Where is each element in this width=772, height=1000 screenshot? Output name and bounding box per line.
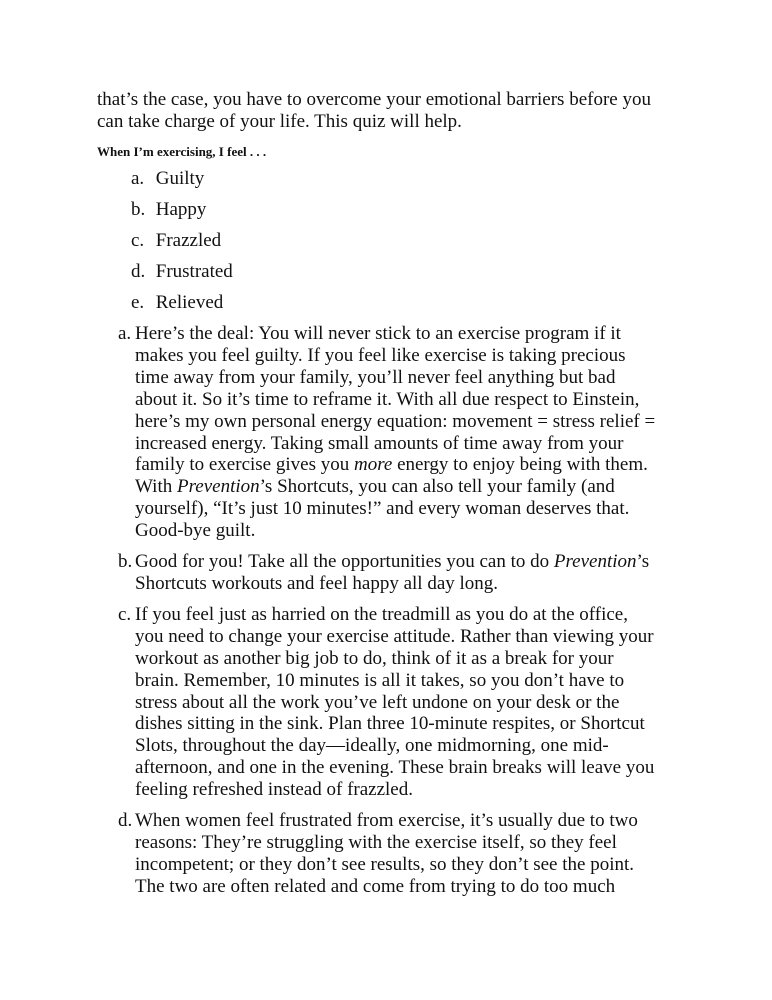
option-letter: b. [131, 199, 146, 220]
answer-c [118, 604, 658, 801]
answer-list [118, 323, 658, 907]
answer-text-part: Here’s the deal: You will never stick to an exercise program if it makes you feel guilty. If you feel like exercise is taking precious time away from your family, you’ll never feel anything but bad about it. So it’s time to reframe it. With all due respect to Einstein, here’s my own personal energy equation: movement = stress relief = increased energy. Taking small amounts of time away from your family to exercise gives you [135, 323, 656, 476]
answer-text-part: Good for you! Take all the opportunities you can to do [135, 551, 554, 573]
answer-text-part: ’s Shortcuts workouts and feel happy all day long. [135, 551, 650, 594]
quiz-question: When I’m exercising, I feel . . . [97, 144, 267, 159]
answer-letter: b. [118, 551, 133, 573]
option-item [131, 261, 233, 292]
answer-text: When women feel frustrated from exercise, it’s usually due to two reasons: They’re struggling with the exercise itself, so they feel incompetent; or they don’t see results, so they don’t see the point. The two are often related and come from trying to do too much [135, 810, 638, 897]
option-list [131, 168, 233, 323]
option-item [131, 168, 233, 199]
answer-text: If you feel just as harried on the treadmill as you do at the office, you need to change your exercise attitude. Rather than viewing your workout as another big job to do, think of it as a break for your brain. Remember, 10 minutes is all it takes, so you don’t have to stress about all the work you’ve left undone on your desk or the dishes sitting in the sink. Plan three 10-minute respites, or Shortcut Slots, throughout the day—ideally, one midmorning, one mid-afternoon, and one in the evening. These brain breaks will leave you feeling refreshed instead of frazzled. [135, 603, 655, 801]
answer-d [118, 810, 658, 898]
answer-letter: d. [118, 810, 133, 832]
answer-emphasis: Prevention [176, 476, 260, 498]
answer-text-part: energy to enjoy being with them. With [135, 454, 648, 498]
option-text: Happy [155, 199, 207, 220]
answer-letter: a. [118, 323, 132, 344]
option-letter: e. [131, 292, 145, 313]
option-text: Guilty [155, 168, 205, 189]
option-item [131, 230, 233, 261]
answer-emphasis: Prevention [553, 551, 637, 573]
option-text: Frazzled [155, 230, 222, 251]
option-item [131, 199, 233, 230]
answer-text [135, 323, 658, 542]
option-letter: c. [131, 230, 145, 251]
answer-text-part: ’s Shortcuts, you can also tell your family (and yourself), “It’s just 10 minutes!” and every woman deserves that. Good-bye guilt. [135, 476, 630, 542]
option-item [131, 292, 233, 323]
answer-a [118, 323, 658, 542]
answer-text [135, 551, 658, 595]
option-text: Relieved [155, 292, 224, 313]
intro-paragraph: that’s the case, you have to overcome your emotional barriers before you can take charge of your life. This quiz will help. [97, 89, 651, 132]
option-letter: a. [131, 168, 145, 189]
option-text: Frustrated [155, 261, 233, 282]
answer-b [118, 551, 658, 595]
answer-emphasis: more [353, 454, 393, 476]
option-letter: d. [131, 261, 146, 282]
answer-letter: c. [118, 603, 132, 625]
